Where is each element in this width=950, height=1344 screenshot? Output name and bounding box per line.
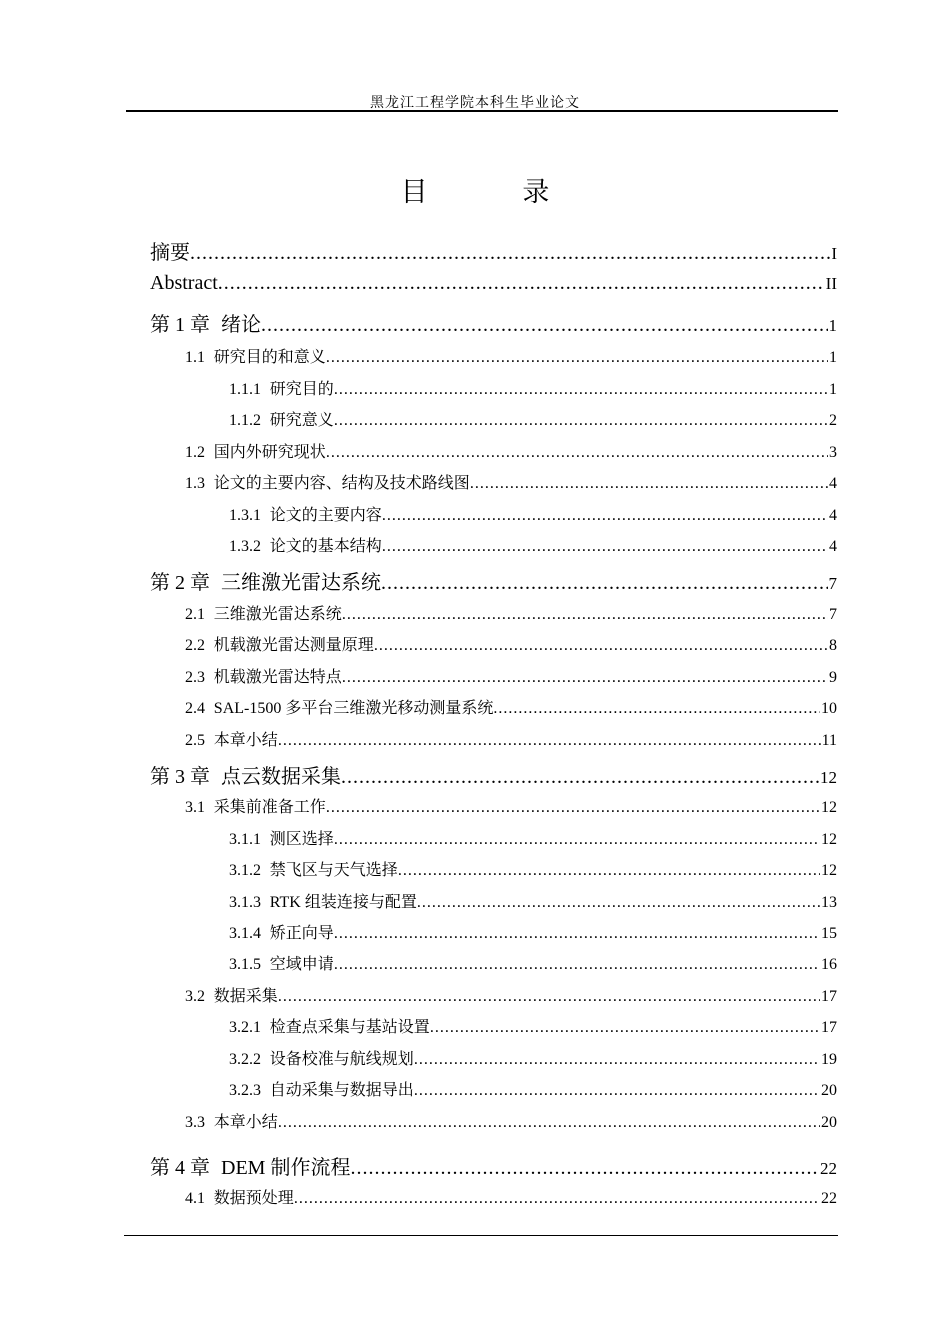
- toc-entry-page: 12: [820, 768, 837, 787]
- toc-entry-number: 3.1: [185, 799, 205, 816]
- toc-entry-page: II: [825, 274, 837, 293]
- toc-dot-leader: [326, 799, 820, 817]
- toc-entry-page: 20: [821, 1082, 837, 1099]
- toc-entry-number: 1.3.2: [229, 538, 261, 555]
- toc-entry-title: 绪论: [221, 314, 261, 336]
- toc-entry-number: 第 2 章: [150, 572, 210, 594]
- toc-entry[interactable]: [229, 1046, 837, 1069]
- toc-dot-leader: [326, 444, 828, 462]
- toc-entry-page: 8: [829, 637, 837, 654]
- toc-entry-number: 第 4 章: [150, 1157, 210, 1179]
- toc-entry-page: 13: [821, 894, 837, 911]
- toc-entry-number: 3.1.3: [229, 894, 261, 911]
- toc-entry[interactable]: [229, 826, 837, 849]
- toc-entry[interactable]: [229, 1077, 837, 1100]
- toc-entry-title: 论文的主要内容、结构及技术路线图: [213, 475, 470, 492]
- toc-entry-number: 第 1 章: [150, 314, 210, 336]
- toc-entry-page: 7: [829, 606, 837, 623]
- toc-dot-leader: [278, 1114, 820, 1132]
- toc-dot-leader: [341, 766, 819, 789]
- toc-dot-leader: [430, 1019, 820, 1037]
- toc-entry-page: 4: [829, 507, 837, 524]
- toc-entry-title: 自动采集与数据导出: [269, 1082, 414, 1099]
- toc-dot-leader: [334, 925, 820, 943]
- toc-entry-page: 22: [820, 1159, 837, 1178]
- toc-dot-leader: [261, 314, 828, 337]
- toc-entry-title: 禁飞区与天气选择: [269, 862, 398, 879]
- toc-entry-title: 机载激光雷达测量原理: [213, 637, 374, 654]
- toc-entry-number: 3.1.4: [229, 925, 261, 942]
- toc-entry-page: 19: [821, 1051, 837, 1068]
- toc-entry-page: 16: [821, 956, 837, 973]
- toc-entry[interactable]: [229, 951, 837, 974]
- toc-entry-page: 11: [821, 732, 837, 749]
- toc-entry[interactable]: [229, 533, 837, 556]
- toc-entry-title: 矫正向导: [269, 925, 334, 942]
- toc-entry[interactable]: [185, 470, 837, 493]
- toc-entry-title: 机载激光雷达特点: [213, 669, 342, 686]
- toc-entry-number: 2.3: [185, 669, 205, 686]
- toc-entry-number: 2.2: [185, 637, 205, 654]
- toc-entry-title: 数据预处理: [213, 1190, 294, 1207]
- toc-entry[interactable]: [229, 376, 837, 399]
- toc-entry[interactable]: [185, 983, 837, 1006]
- toc-entry-number: 3.1.1: [229, 831, 261, 848]
- toc-entry-title: 三维激光雷达系统: [221, 572, 381, 594]
- toc-entry-page: I: [831, 244, 837, 263]
- toc-entry[interactable]: [185, 794, 837, 817]
- toc-dot-leader: [493, 700, 820, 718]
- toc-entry-number: 第 3 章: [150, 766, 210, 788]
- toc-entry-title: 三维激光雷达系统: [213, 606, 342, 623]
- toc-entry[interactable]: [229, 920, 837, 943]
- footer-rule: [124, 1235, 838, 1236]
- toc-dot-leader: [381, 572, 828, 595]
- toc-dot-leader: [382, 538, 828, 556]
- running-header: 黑龙江工程学院本科生毕业论文: [370, 96, 580, 111]
- toc-entry-page: 22: [821, 1190, 837, 1207]
- toc-entry[interactable]: [150, 566, 837, 595]
- toc-entry[interactable]: [185, 439, 837, 462]
- toc-entry[interactable]: [229, 502, 837, 525]
- toc-entry[interactable]: [185, 1185, 837, 1208]
- toc-entry-number: 2.5: [185, 732, 205, 749]
- toc-entry-title: 本章小结: [213, 732, 278, 749]
- toc-entry[interactable]: [150, 308, 837, 337]
- toc-dot-leader: [414, 1082, 820, 1100]
- toc-entry-title: 论文的主要内容: [269, 507, 382, 524]
- toc-entry-number: 3.2.2: [229, 1051, 261, 1068]
- toc-entry-title: DEM 制作流程: [221, 1157, 351, 1179]
- toc-entry-page: 12: [821, 799, 837, 816]
- toc-entry[interactable]: [185, 695, 837, 718]
- toc-entry-title: 国内外研究现状: [213, 444, 326, 461]
- toc-entry[interactable]: [150, 236, 837, 265]
- toc-entry-number: 1.2: [185, 444, 205, 461]
- toc-entry[interactable]: [185, 727, 837, 750]
- toc-entry-page: 2: [829, 412, 837, 429]
- toc-entry-page: 3: [829, 444, 837, 461]
- toc-entry-title: 本章小结: [213, 1114, 278, 1131]
- toc-entry-title: 空域申请: [269, 956, 334, 973]
- toc-entry-number: 3.1.2: [229, 862, 261, 879]
- toc-entry-title: 数据采集: [213, 988, 278, 1005]
- toc-dot-leader: [278, 988, 820, 1006]
- toc-entry-number: 4.1: [185, 1190, 205, 1207]
- toc-entry-number: 3.2.1: [229, 1019, 261, 1036]
- toc-entry-title: 采集前准备工作: [213, 799, 326, 816]
- toc-entry-page: 9: [829, 669, 837, 686]
- toc-entry[interactable]: [185, 601, 837, 624]
- toc-entry-title: Abstract: [150, 272, 218, 294]
- toc-dot-leader: [334, 956, 820, 974]
- toc-entry-title: 摘要: [150, 242, 190, 264]
- toc-entry-page: 12: [821, 831, 837, 848]
- toc-dot-leader: [334, 412, 828, 430]
- toc-entry-page: 4: [829, 538, 837, 555]
- toc-entry[interactable]: [185, 632, 837, 655]
- toc-entry-page: 7: [828, 574, 837, 593]
- toc-dot-leader: [374, 637, 828, 655]
- toc-entry[interactable]: [229, 889, 837, 912]
- toc-dot-leader: [342, 669, 828, 687]
- toc-dot-leader: [294, 1190, 820, 1208]
- toc-dot-leader: [342, 606, 828, 624]
- toc-entry[interactable]: [150, 760, 837, 789]
- toc-entry[interactable]: [185, 664, 837, 687]
- toc-entry[interactable]: [150, 272, 837, 295]
- page-title: 目 录: [400, 177, 594, 207]
- toc-entry[interactable]: [229, 857, 837, 880]
- toc-entry-title: 设备校准与航线规划: [269, 1051, 414, 1068]
- toc-dot-leader: [334, 831, 820, 849]
- toc-entry[interactable]: [185, 344, 837, 367]
- header-rule: [126, 110, 838, 112]
- toc-entry-number: 3.1.5: [229, 956, 261, 973]
- toc-dot-leader: [414, 1051, 820, 1069]
- toc-entry-title: RTK 组装连接与配置: [269, 894, 417, 911]
- toc-entry-title: 测区选择: [269, 831, 334, 848]
- toc-entry-title: 检查点采集与基站设置: [269, 1019, 430, 1036]
- toc-dot-leader: [278, 732, 821, 750]
- toc-dot-leader: [334, 381, 828, 399]
- toc-dot-leader: [382, 507, 828, 525]
- toc-entry-page: 12: [821, 862, 837, 879]
- toc-entry-page: 1: [829, 349, 837, 366]
- toc-dot-leader: [470, 475, 828, 493]
- toc-entry-number: 3.2: [185, 988, 205, 1005]
- toc-entry-number: 3.3: [185, 1114, 205, 1131]
- toc-entry-title: 点云数据采集: [221, 766, 341, 788]
- toc-dot-leader: [190, 242, 830, 265]
- toc-entry-number: 1.1.1: [229, 381, 261, 398]
- toc-entry-number: 1.1: [185, 349, 205, 366]
- toc-entry-page: 17: [821, 1019, 837, 1036]
- toc-entry-page: 10: [821, 700, 837, 717]
- toc-dot-leader: [326, 349, 828, 367]
- toc-entry-title: 研究目的和意义: [213, 349, 326, 366]
- toc-entry-page: 20: [821, 1114, 837, 1131]
- toc-entry-number: 1.3: [185, 475, 205, 492]
- toc-entry-page: 1: [828, 316, 837, 335]
- toc-entry-page: 1: [829, 381, 837, 398]
- toc-entry-title: 研究意义: [269, 412, 334, 429]
- toc-entry[interactable]: [229, 1014, 837, 1037]
- toc-entry-number: 2.4: [185, 700, 205, 717]
- toc-dot-leader: [398, 862, 820, 880]
- toc-dot-leader: [350, 1157, 819, 1180]
- toc-entry-number: 2.1: [185, 606, 205, 623]
- toc-entry-page: 17: [821, 988, 837, 1005]
- toc-dot-leader: [218, 272, 825, 295]
- toc-dot-leader: [417, 894, 820, 912]
- toc-entry-number: 3.2.3: [229, 1082, 261, 1099]
- toc-entry-title: 研究目的: [269, 381, 334, 398]
- toc-entry-page: 4: [829, 475, 837, 492]
- toc-entry-number: 1.1.2: [229, 412, 261, 429]
- toc-entry-number: 1.3.1: [229, 507, 261, 524]
- toc-entry-title: SAL-1500 多平台三维激光移动测量系统: [213, 700, 494, 717]
- toc-entry-page: 15: [821, 925, 837, 942]
- toc-entry[interactable]: [150, 1151, 837, 1180]
- toc-entry-title: 论文的基本结构: [269, 538, 382, 555]
- toc-entry[interactable]: [185, 1109, 837, 1132]
- toc-entry[interactable]: [229, 407, 837, 430]
